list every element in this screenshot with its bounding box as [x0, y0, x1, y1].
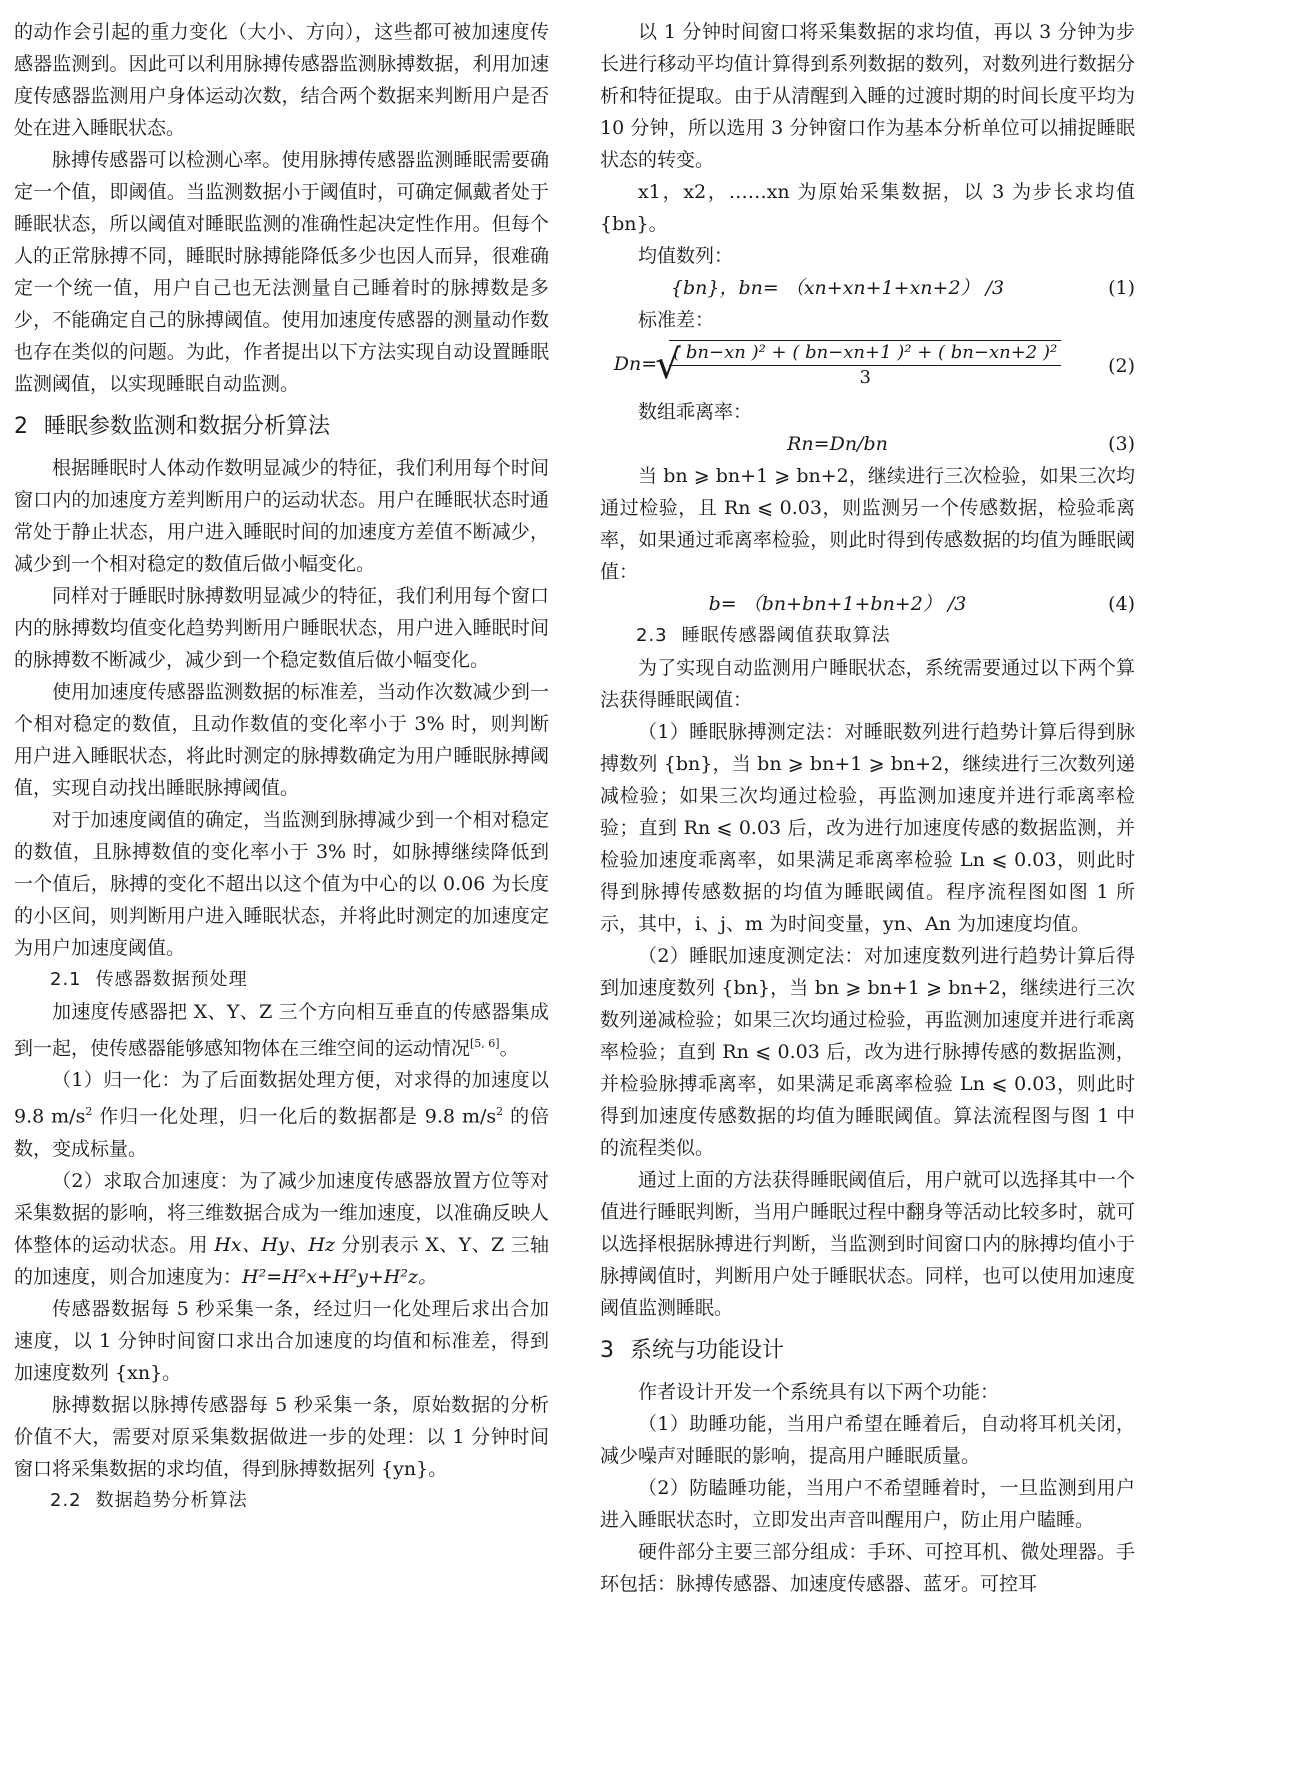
paragraph: [14, 1165, 549, 1293]
paragraph: 传感器数据每 5 秒采集一条，经过归一化处理后求出合加速度，以 1 分钟时间窗口求出合加速度的均值和标准差，得到加速度数列 {xn}。: [14, 1297, 549, 1384]
paragraph: （2）睡眠加速度测定法：对加速度数列进行趋势计算后得到加速度数列 {bn}，当 bn ⩾ bn+1 ⩾ bn+2，继续进行三次数列递减检验；如果三次均通过检验，再监测加速度并进行乖离率检验；直到 Rn ⩽ 0.03 后，改为进行脉搏传感的数据监测，并检验脉搏乖离率，如果满足乖离率检验 Ln ⩽ 0.03，则此时得到加速度传感数据的均值为睡眠阈值。算法流程图与图 1 中的流程类似。: [600, 945, 1135, 1159]
equation-1: [600, 272, 1135, 304]
subsection-heading-2-3: [600, 620, 1135, 652]
paragraph: 脉搏数据以脉搏传感器每 5 秒采集一条，原始数据的分析价值不大，需要对原采集数据做进一步的处理：以 1 分钟时间窗口将采集数据的求均值，得到脉搏数据列 {yn}。: [14, 1393, 549, 1480]
paragraph: 通过上面的方法获得睡眠阈值后，用户就可以选择其中一个值进行睡眠判断，当用户睡眠过程中翻身等活动比较多时，就可以选择根据脉搏进行判断，当监测到时间窗口内的脉搏均值小于脉搏阈值时，判断用户处于睡眠状态。同样，也可以使用加速度阈值监测睡眠。: [600, 1169, 1135, 1319]
subsection-number: 2.3: [636, 625, 668, 646]
section-heading-3: [600, 1334, 1135, 1368]
paragraph: x1，x2，……xn 为原始采集数据，以 3 为步长求均值 {bn}。: [600, 181, 1135, 235]
subsection-heading-2-1: [14, 964, 549, 996]
equation-number: (1): [1108, 277, 1135, 299]
paragraph: 对于加速度阈值的确定，当监测到脉搏减少到一个相对稳定的数值，且脉搏数值的变化率小于 3% 时，如脉搏继续降低到一个值后，脉搏的变化不超出以这个值为中心的以 0.06 为长度的小区间，则判断用户进入睡眠状态，并将此时测定的加速度定为用户加速度阈值。: [14, 809, 549, 959]
paragraph-text: 加速度传感器把 X、Y、Z 三个方向相互垂直的传感器集成到一起，使传感器能够感知物体在三维空间的运动情况: [14, 1001, 549, 1060]
left-column: [14, 16, 549, 1517]
equation-2: [600, 336, 1135, 396]
section-number: 3: [600, 1338, 614, 1363]
subsection-number: 2.2: [50, 1489, 82, 1511]
subsection-number: 2.1: [50, 969, 82, 990]
paragraph: 硬件部分主要三部分组成：手环、可控耳机、微处理器。手环包括：脉搏传感器、加速度传感器、蓝牙。可控耳: [600, 1541, 1135, 1595]
subsection-title: 传感器数据预处理: [95, 969, 248, 990]
equation-3: [600, 428, 1135, 460]
fraction-denominator: 3: [859, 367, 871, 388]
paragraph: （2）防瞌睡功能，当用户不希望睡着时，一旦监测到用户进入睡眠状态时，立即发出声音叫醒用户，防止用户瞌睡。: [600, 1477, 1135, 1531]
equation-label: 均值数列：: [638, 245, 734, 267]
paragraph-text: （1）归一化：为了后面数据处理方便，对求得的加速度以 9.8 m/s: [14, 1069, 549, 1128]
equation-number: (3): [1108, 433, 1135, 455]
subsection-heading-2-2: [14, 1485, 549, 1517]
section-title: 睡眠参数监测和数据分析算法: [44, 414, 331, 439]
fraction: [669, 341, 1061, 390]
equation-lhs: Dn=: [613, 353, 658, 375]
paragraph-text: 的倍数，变成标量。: [14, 1105, 549, 1160]
right-column: [600, 16, 1135, 1600]
paragraph-text: （2）求取合加速度：为了减少加速度传感器放置方位等对采集数据的影响，将三维数据合成为一维加速度，以准确反映人体整体的运动状态。用: [14, 1169, 549, 1256]
math-inline: H²=H²x+H²y+H²z。: [242, 1265, 437, 1288]
superscript: 2: [85, 1105, 93, 1119]
equation-number: (2): [1108, 355, 1135, 377]
equation-body: {bn}，bn= （xn+xn+1+xn+2） /3: [670, 277, 1005, 299]
paragraph: 为了实现自动监测用户睡眠状态，系统需要通过以下两个算法获得睡眠阈值：: [600, 657, 1135, 711]
section-heading-2: [14, 410, 549, 444]
paragraph: 以 1 分钟时间窗口将采集数据的求均值，再以 3 分钟为步长进行移动平均值计算得到系列数据的数列，对数列进行数据分析和特征提取。由于从清醒到入睡的过渡时期的时间长度平均为 10 分钟，所以选用 3 分钟窗口作为基本分析单位可以捕捉睡眠状态的转变。: [600, 21, 1135, 171]
paragraph-text: 分别表示 X、Y、Z 三轴的加速度，则合加速度为：: [14, 1233, 550, 1288]
paragraph: 根据睡眠时人体动作数明显减少的特征，我们利用每个时间窗口内的加速度方差判断用户的运动状态。用户在睡眠状态时通常处于静止状态，用户进入睡眠时间的加速度方差值不断减少，减少到一个相对稳定的数值后做小幅变化。: [14, 457, 549, 575]
paragraph: 同样对于睡眠时脉搏数明显减少的特征，我们利用每个窗口内的脉搏数均值变化趋势判断用户睡眠状态，用户进入睡眠时间的脉搏数不断减少，减少到一个稳定数值后做小幅变化。: [14, 585, 549, 671]
paragraph-text: 作归一化处理，归一化后的数据都是 9.8 m/s: [92, 1105, 497, 1128]
paragraph: 作者设计开发一个系统具有以下两个功能：: [638, 1381, 1000, 1403]
section-number: 2: [14, 414, 28, 439]
subsection-title: 数据趋势分析算法: [95, 1489, 248, 1511]
paragraph: [14, 996, 549, 1064]
equation-label: 数组乖离率：: [638, 401, 753, 423]
citation: [5, 6]: [470, 1037, 500, 1050]
equation-body: [600, 340, 1075, 390]
paragraph: 的动作会引起的重力变化（大小、方向），这些都可被加速度传感器监测到。因此可以利用脉搏传感器监测脉搏数据，利用加速度传感器监测用户身体运动次数，结合两个数据来判断用户是否处在进入睡眠状态。: [14, 21, 549, 139]
paragraph: 当 bn ⩾ bn+1 ⩾ bn+2，继续进行三次检验，如果三次均通过检验，且 Rn ⩽ 0.03，则监测另一个传感数据，检验乖离率，如果通过乖离率检验，则此时得到传感数据的均值为睡眠阈值：: [600, 465, 1135, 583]
paragraph: （1）睡眠脉搏测定法：对睡眠数列进行趋势计算后得到脉搏数列 {bn}，当 bn ⩾ bn+1 ⩾ bn+2，继续进行三次数列递减检验；如果三次均通过检验，再监测加速度并进行乖离率检验；直到 Rn ⩽ 0.03 后，改为进行加速度传感的数据监测，并检验加速度乖离率，如果满足乖离率检验 Ln ⩽ 0.03，则此时得到脉搏传感数据的均值为睡眠阈值。程序流程图如图 1 所示，其中，i、j、m 为时间变量，yn、An 为加速度均值。: [600, 721, 1135, 935]
equation-body: Rn=Dn/bn: [787, 433, 888, 455]
paragraph: （1）助睡功能，当用户希望在睡着后，自动将耳机关闭，减少噪声对睡眠的影响，提高用户睡眠质量。: [600, 1413, 1135, 1467]
paragraph-text: 。: [499, 1037, 519, 1060]
equation-4: [600, 588, 1135, 620]
equation-body: b= （bn+bn+1+bn+2） /3: [708, 593, 967, 615]
section-title: 系统与功能设计: [630, 1338, 785, 1363]
equation-number: (4): [1108, 593, 1135, 615]
superscript: 2: [496, 1105, 504, 1119]
fraction-numerator: √ ( bn−xn )² + ( bn−xn+1 )² + ( bn−xn+2 )²: [669, 341, 1061, 366]
equation-label: 标准差：: [638, 309, 715, 331]
paragraph: 使用加速度传感器监测数据的标准差，当动作次数减少到一个相对稳定的数值，且动作数值的变化率小于 3% 时，则判断用户进入睡眠状态，将此时测定的脉搏数确定为用户睡眠脉搏阈值，实现自动找出睡眠脉搏阈值。: [14, 681, 549, 799]
paragraph: [14, 1064, 549, 1164]
paragraph: 脉搏传感器可以检测心率。使用脉搏传感器监测睡眠需要确定一个值，即阈值。当监测数据小于阈值时，可确定佩戴者处于睡眠状态，所以阈值对睡眠监测的准确性起决定性作用。但每个人的正常脉搏不同，睡眠时脉搏能降低多少也因人而异，很难确定一个统一值，用户自己也无法测量自己睡着时的脉搏数是多少，不能确定自己的脉搏阈值。使用加速度传感器的测量动作数也存在类似的问题。为此，作者提出以下方法实现自动设置睡眠监测阈值，以实现睡眠自动监测。: [14, 149, 549, 395]
sqrt-symbol: [669, 340, 1061, 390]
math-inline: Hx、Hy、Hz: [214, 1233, 335, 1256]
subsection-title: 睡眠传感器阈值获取算法: [681, 625, 891, 646]
